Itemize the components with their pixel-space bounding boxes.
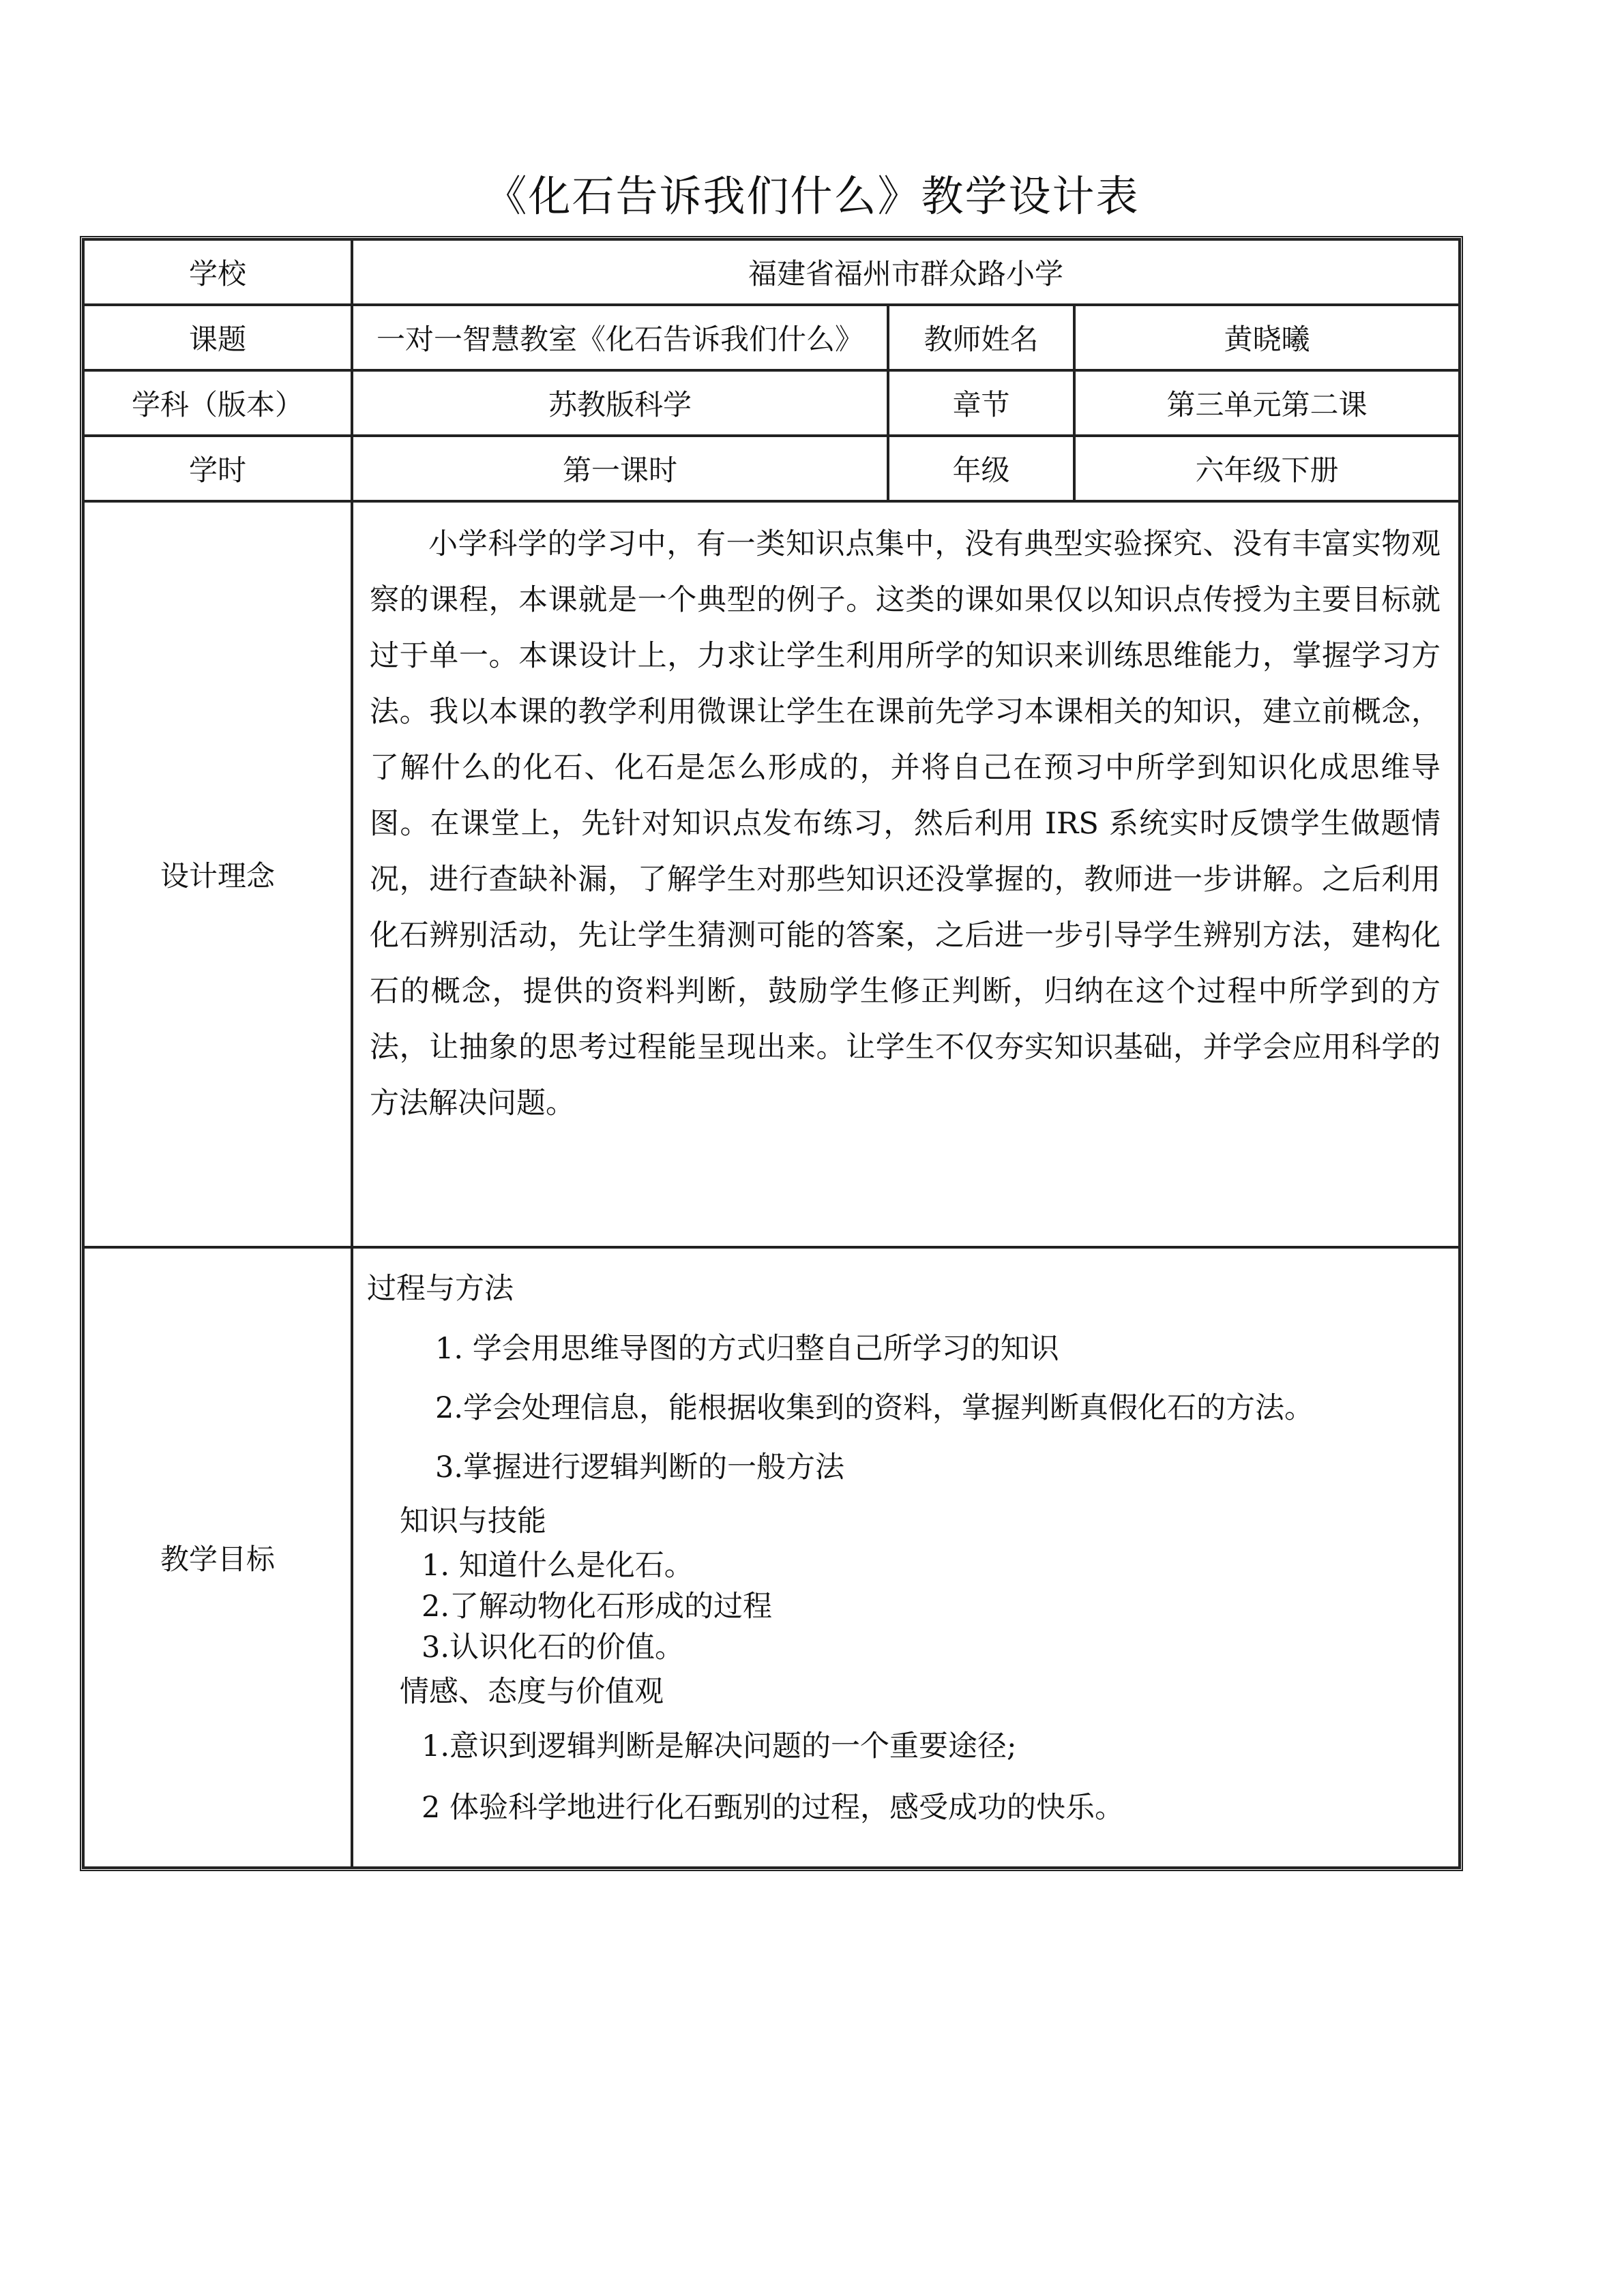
emotion-heading: 情感、态度与价值观: [400, 1675, 664, 1709]
concept-paragraph: 小学科学的学习中，有一类知识点集中，没有典型实验探究、没有丰富实物观察的课程，本课就是一个典型的例子。这类的课如果仅以知识点传授为主要目标就过于单一。本课设计上，力求让学生利用所学的知识来训练思维能力，掌握学习方法。我以本课的教学利用微课让学生在课前先学习本课相关的知识，建立前概念，了解什么的化石、化石是怎么形成的，并将自己在预习中所学到知识化成思维导图。在课堂上，先针对知识点发布练习，然后利用 IRS 系统实时反馈学生做题情况，进行查缺补漏，了解学生对那些知识还没掌握的，教师进一步讲解。之后利用化石辨别活动，先让学生猜测可能的答案，之后进一步引导学生辨别方法，建构化石的概念，提供的资料判断，鼓励学生修正判断，归纳在这个过程中所学到的方法，让抽象的思考过程能呈现出来。让学生不仅夯实知识基础，并学会应用科学的方法解决问题。: [370, 527, 1441, 1120]
goals-label: 教学目标: [83, 1247, 352, 1868]
knowledge-heading: 知识与技能: [400, 1504, 546, 1538]
school-row: [83, 239, 1460, 305]
topic-row: [83, 305, 1460, 370]
school-label: 学校: [83, 239, 352, 305]
process-item: 3.掌握进行逻辑判断的一般方法: [435, 1450, 845, 1485]
period-label: 学时: [83, 436, 352, 501]
process-heading: 过程与方法: [367, 1272, 514, 1306]
knowledge-item: 3.认识化石的价值。: [422, 1630, 685, 1665]
process-item: 1. 学会用思维导图的方式归整自己所学习的知识: [435, 1332, 1059, 1366]
topic-value: 一对一智慧教室《化石告诉我们什么》: [352, 305, 888, 370]
period-row: [83, 436, 1460, 501]
knowledge-item: 2.了解动物化石形成的过程: [422, 1590, 773, 1624]
lesson-design-table: [80, 236, 1463, 1871]
concept-row: [83, 501, 1460, 1247]
process-item: 2.学会处理信息，能根据收集到的资料，掌握判断真假化石的方法。: [435, 1391, 1314, 1425]
subject-row: [83, 370, 1460, 436]
teacher-value: 黄晓曦: [1074, 305, 1460, 370]
page-title: 《化石告诉我们什么》教学设计表: [484, 171, 1140, 221]
chapter-value: 第三单元第二课: [1074, 370, 1460, 436]
concept-cell: [352, 501, 1460, 1247]
topic-label: 课题: [83, 305, 352, 370]
grade-value: 六年级下册: [1074, 436, 1460, 501]
subject-label: 学科（版本）: [83, 370, 352, 436]
emotion-item: 2 体验科学地进行化石甄别的过程，感受成功的快乐。: [422, 1791, 1125, 1825]
goals-cell: [352, 1247, 1460, 1868]
period-value: 第一课时: [352, 436, 888, 501]
knowledge-item: 1. 知道什么是化石。: [422, 1549, 694, 1583]
emotion-item: 1.意识到逻辑判断是解决问题的一个重要途径;: [422, 1729, 1017, 1763]
concept-label: 设计理念: [83, 501, 352, 1247]
grade-label: 年级: [888, 436, 1074, 501]
goals-row: [83, 1247, 1460, 1868]
teacher-label: 教师姓名: [888, 305, 1074, 370]
subject-value: 苏教版科学: [352, 370, 888, 436]
school-value: 福建省福州市群众路小学: [352, 239, 1460, 305]
chapter-label: 章节: [888, 370, 1074, 436]
